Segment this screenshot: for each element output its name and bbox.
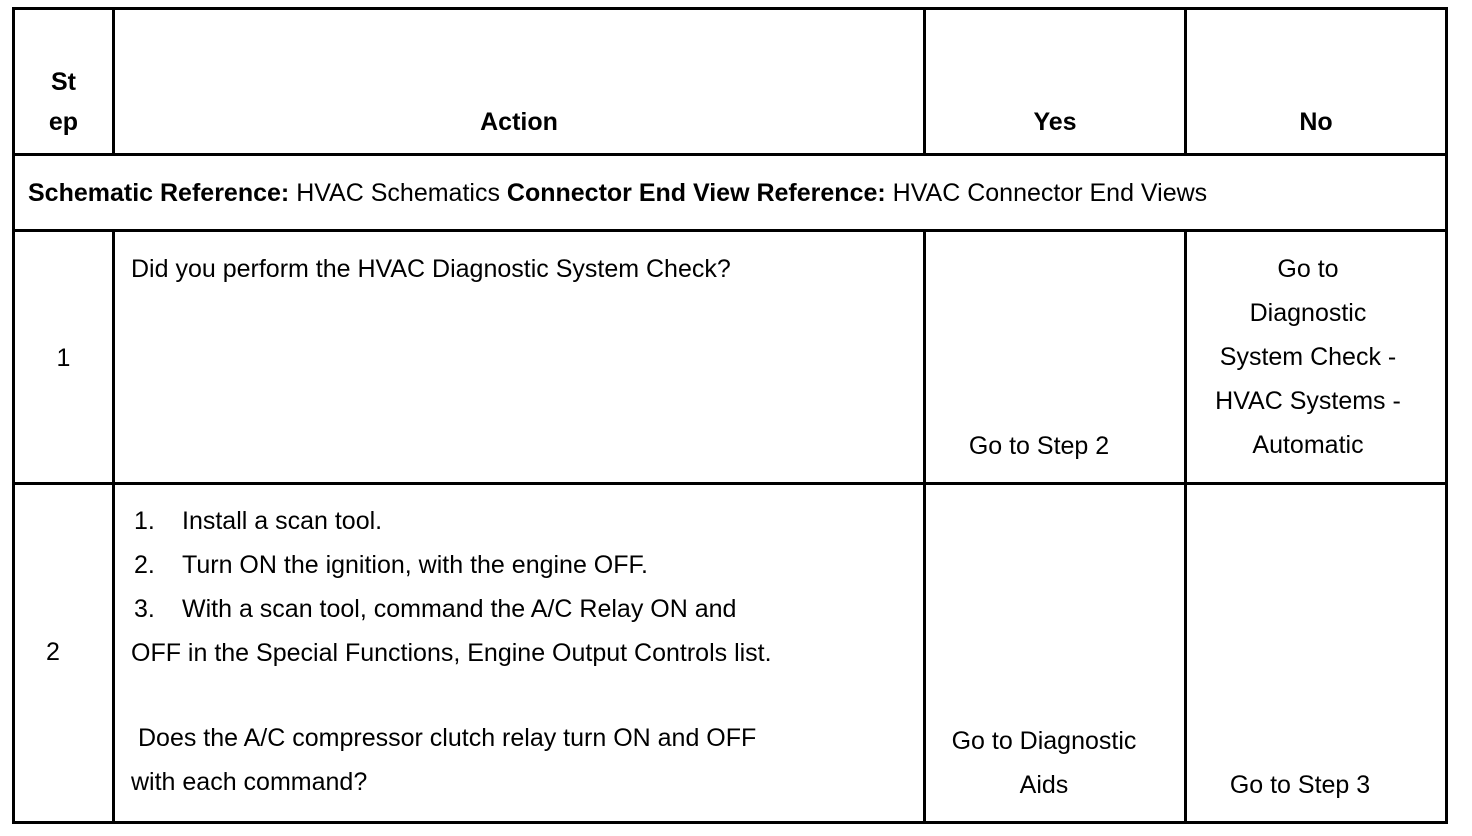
- header-yes: Yes: [1033, 108, 1077, 136]
- row2-step: 2: [46, 638, 60, 666]
- row1-bottom-border: [12, 482, 1448, 485]
- row1-no-line: Diagnostic: [1249, 299, 1367, 327]
- row1-no-line: Automatic: [1252, 431, 1364, 459]
- spacer: [131, 675, 921, 716]
- action-list-item: [131, 543, 921, 587]
- row2-yes: [926, 719, 1162, 807]
- schematic-reference-value: HVAC Schematics: [296, 179, 500, 207]
- schematic-reference-label: Schematic Reference:: [28, 179, 290, 207]
- list-item-number: 1.: [134, 507, 155, 535]
- row1-no: [1187, 247, 1429, 467]
- row2-no: Go to Step 3: [1229, 771, 1371, 799]
- col-divider-step-body: [112, 229, 115, 824]
- reference-bottom-border: [12, 229, 1448, 232]
- header-step: [15, 62, 112, 142]
- header-step-line2: ep: [48, 108, 79, 136]
- table-border-right: [1445, 7, 1448, 824]
- question-line: Does the A/C compressor clutch relay turn ON and OFF: [138, 724, 757, 752]
- row1-no-line: System Check -: [1219, 343, 1397, 371]
- header-step-line1: St: [51, 68, 76, 96]
- row1-yes: Go to Step 2: [968, 432, 1110, 460]
- list-item-text: With a scan tool, command the A/C Relay ON and: [182, 595, 737, 623]
- header-no: No: [1299, 108, 1333, 136]
- action-continuation: OFF in the Special Functions, Engine Output Controls list.: [131, 639, 772, 667]
- row1-no-line: HVAC Systems -: [1215, 387, 1401, 415]
- question-line: with each command?: [131, 768, 368, 796]
- connector-reference-value: HVAC Connector End Views: [892, 179, 1208, 207]
- header-bottom-border: [12, 153, 1448, 156]
- list-item-number: 2.: [134, 551, 155, 579]
- row2-yes-line: Go to Diagnostic: [951, 727, 1137, 755]
- row1-action: Did you perform the HVAC Diagnostic System Check?: [131, 255, 731, 283]
- row2-action: [131, 499, 921, 804]
- reference-row: [28, 171, 1438, 215]
- list-item-text: Install a scan tool.: [182, 507, 383, 535]
- header-action: Action: [480, 108, 558, 136]
- action-list-item: [131, 587, 921, 631]
- connector-reference-label: Connector End View Reference:: [506, 179, 886, 207]
- table-border-bottom: [12, 821, 1448, 824]
- row1-no-line: Go to: [1277, 255, 1339, 283]
- list-item-text: Turn ON the ignition, with the engine OFF.: [182, 551, 648, 579]
- list-item-number: 3.: [134, 595, 155, 623]
- table-border-top: [12, 7, 1448, 10]
- action-list-item: [131, 499, 921, 543]
- row2-yes-line: Aids: [1019, 771, 1069, 799]
- row1-step: 1: [56, 344, 71, 372]
